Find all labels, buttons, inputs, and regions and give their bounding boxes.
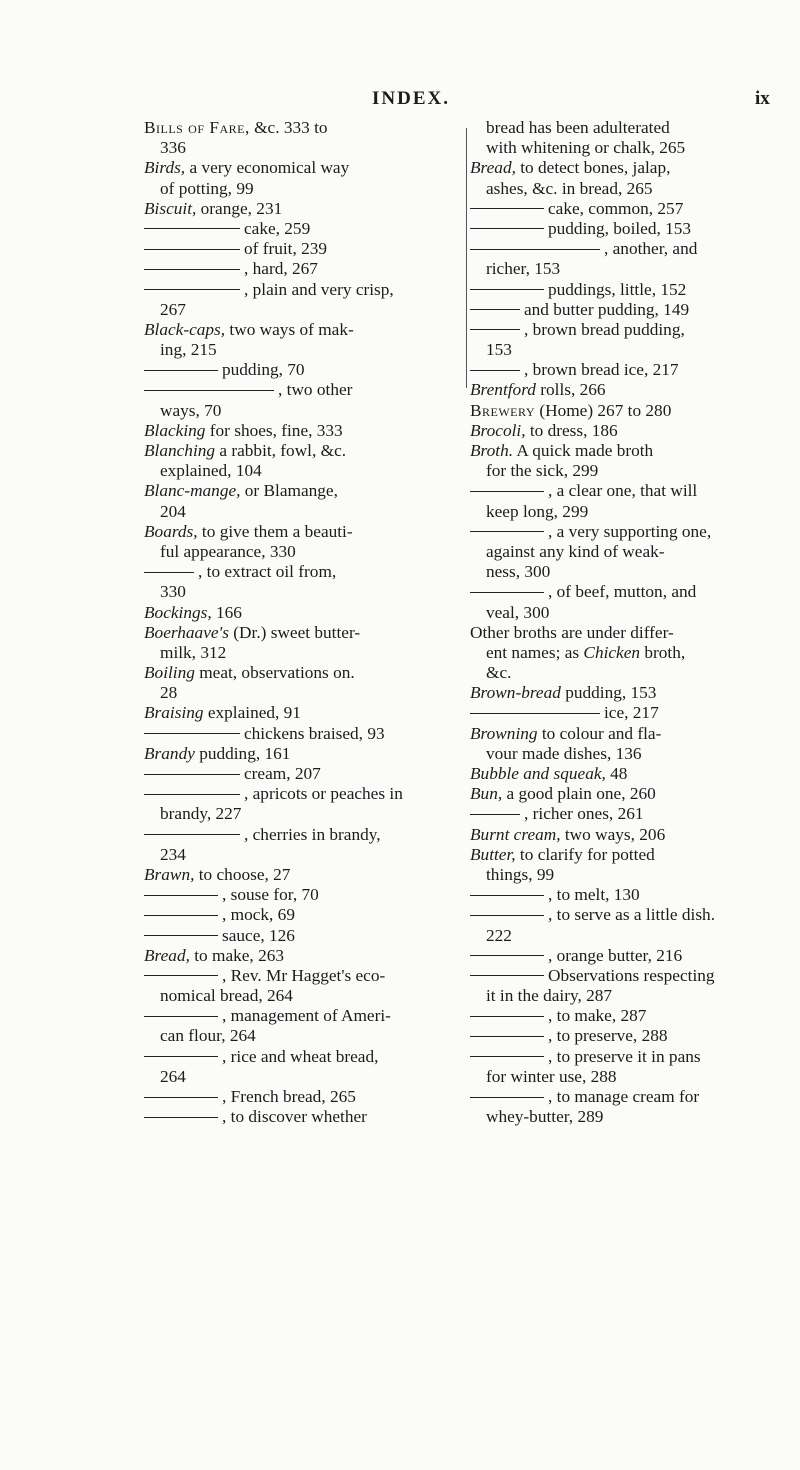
entry-text: two ways of mak-	[225, 319, 354, 339]
index-subentry	[470, 280, 770, 300]
entry-continuation: 153	[486, 340, 512, 360]
index-entry	[144, 320, 462, 340]
ditto-dash	[470, 309, 520, 310]
entry-text: and butter pudding, 149	[524, 299, 690, 319]
entry-continuation: with whitening or chalk, 265	[486, 138, 686, 158]
entry-text: , richer ones, 261	[524, 804, 644, 824]
ditto-dash	[470, 895, 544, 896]
ditto-dash	[144, 935, 218, 936]
entry-continuation: for winter use, 288	[486, 1066, 617, 1086]
entry-continuation: 330	[160, 582, 186, 602]
entry-text: , hard, 267	[244, 259, 318, 279]
ditto-dash	[144, 834, 240, 835]
entry-text: chickens braised, 93	[244, 723, 385, 743]
ditto-dash	[470, 814, 520, 815]
entry-heading: Brentford	[470, 380, 536, 400]
index-column-left	[144, 118, 462, 1127]
entry-text: broth,	[640, 642, 686, 662]
index-subentry	[144, 239, 462, 259]
index-subentry	[470, 199, 770, 219]
ditto-dash	[470, 491, 544, 492]
index-subentry	[470, 582, 770, 602]
index-subentry	[144, 825, 462, 845]
index-entry	[144, 946, 462, 966]
index-subentry	[144, 885, 462, 905]
entry-heading: Bread,	[144, 945, 190, 965]
ditto-dash	[144, 572, 194, 573]
entry-text: to clarify for potted	[515, 844, 655, 864]
entry-text: ent names; as	[486, 642, 584, 662]
index-subentry	[470, 219, 770, 239]
entry-text: 166	[211, 602, 242, 622]
entry-heading: Boerhaave's	[144, 622, 229, 642]
entry-continuation: 222	[486, 925, 512, 945]
entry-continuation: &c.	[486, 663, 512, 683]
index-entry	[144, 199, 462, 219]
running-header	[0, 88, 800, 112]
ditto-dash	[470, 208, 544, 209]
entry-heading: Blacking	[144, 420, 206, 440]
entry-text: puddings, little, 152	[548, 279, 687, 299]
index-entry	[470, 158, 770, 178]
entry-continuation: 267	[160, 299, 186, 319]
ditto-dash	[144, 370, 218, 371]
ditto-dash	[144, 269, 240, 270]
ditto-dash	[144, 390, 274, 391]
ditto-dash	[470, 531, 544, 532]
index-subentry	[144, 764, 462, 784]
ditto-dash	[144, 1097, 218, 1098]
entry-continuation: vour made dishes, 136	[486, 743, 642, 763]
entry-heading: Brown-bread	[470, 683, 561, 703]
index-entry	[144, 744, 462, 764]
ditto-dash	[470, 1097, 544, 1098]
entry-text: , cherries in brandy,	[244, 824, 381, 844]
ditto-dash	[144, 1016, 218, 1017]
entry-continuation: veal, 300	[486, 602, 550, 622]
entry-heading: Bockings,	[144, 602, 212, 622]
entry-text: , to make, 287	[548, 1006, 647, 1026]
index-subentry	[144, 259, 462, 279]
index-subentry	[470, 946, 770, 966]
index-subentry	[470, 1047, 770, 1067]
entry-text: to colour and fla-	[537, 723, 662, 743]
index-subentry	[470, 300, 770, 320]
index-subentry	[470, 239, 770, 259]
entry-text: , mock, 69	[222, 905, 295, 925]
index-subentry	[144, 1047, 462, 1067]
entry-text: pudding, boiled, 153	[548, 218, 692, 238]
index-entry	[144, 421, 462, 441]
entry-text: to make, 263	[189, 945, 284, 965]
entry-text: explained, 91	[203, 703, 301, 723]
entry-text: a rabbit, fowl, &c.	[215, 441, 347, 460]
index-subentry	[144, 360, 462, 380]
index-subentry	[470, 1087, 770, 1107]
entry-continuation: for the sick, 299	[486, 461, 599, 481]
index-subentry	[470, 1006, 770, 1026]
entry-text: , rice and wheat bread,	[222, 1046, 379, 1066]
ditto-dash	[470, 713, 600, 714]
entry-heading: Broth.	[470, 441, 514, 460]
index-entry	[144, 703, 462, 723]
index-entry	[144, 603, 462, 623]
entry-text: , to preserve, 288	[548, 1026, 668, 1046]
entry-text: , two other	[278, 380, 353, 400]
index-subentry	[144, 1107, 462, 1127]
entry-heading: Bread,	[470, 158, 516, 178]
entry-heading: Bubble and squeak,	[470, 764, 606, 783]
ditto-dash	[470, 592, 544, 593]
ditto-dash	[144, 975, 218, 976]
entry-text: two ways, 206	[560, 824, 666, 844]
index-entry	[144, 118, 462, 138]
index-entry	[144, 623, 462, 643]
index-entry	[470, 784, 770, 804]
index-subentry	[470, 966, 770, 986]
entry-text: cake, common, 257	[548, 198, 684, 218]
index-subentry	[470, 481, 770, 501]
index-entry	[144, 481, 462, 501]
page-title: INDEX.	[372, 88, 450, 109]
ditto-dash	[144, 915, 218, 916]
entry-continuation: things, 99	[486, 864, 555, 884]
index-entry	[470, 764, 770, 784]
entry-text: , French bread, 265	[222, 1087, 356, 1106]
entry-text: pudding, 161	[194, 743, 291, 763]
entry-heading: Chicken	[583, 642, 641, 662]
entry-text: , to discover whether	[222, 1107, 367, 1127]
entry-text: , souse for, 70	[222, 885, 319, 905]
entry-text: (Dr.) sweet butter-	[228, 622, 361, 642]
index-subentry	[144, 1006, 462, 1026]
entry-heading: Butter,	[470, 844, 516, 864]
entry-heading: Bills of Fare,	[144, 118, 250, 137]
ditto-dash	[144, 228, 240, 229]
entry-text: A quick made broth	[513, 441, 654, 460]
entry-text: or Blamange,	[240, 481, 338, 501]
ditto-dash	[144, 895, 218, 896]
entry-text: of fruit, 239	[244, 239, 328, 259]
page-number: ix	[755, 88, 770, 109]
entry-continuation: 336	[160, 138, 186, 158]
index-subentry	[470, 522, 770, 542]
index-subentry	[470, 885, 770, 905]
entry-continuation: ashes, &c. in bread, 265	[486, 178, 653, 198]
entry-text: a very economical way	[185, 158, 350, 178]
entry-text: , a very supporting one,	[548, 521, 712, 541]
entry-text: , brown bread ice, 217	[524, 360, 679, 380]
entry-text: , to serve as a little dish.	[548, 905, 716, 925]
ditto-dash	[470, 975, 544, 976]
entry-continuation	[470, 643, 770, 663]
ditto-dash	[470, 1036, 544, 1037]
index-subentry	[470, 1026, 770, 1046]
entry-text: , orange butter, 216	[548, 945, 683, 965]
index-entry	[144, 522, 462, 542]
entry-heading: Birds,	[144, 158, 186, 178]
ditto-dash	[470, 1056, 544, 1057]
ditto-dash	[470, 249, 600, 250]
entry-text: , Rev. Mr Hagget's eco-	[222, 965, 386, 985]
entry-text: (Home) 267 to 280	[535, 400, 672, 420]
index-subentry	[470, 804, 770, 824]
entry-continuation: richer, 153	[486, 259, 561, 279]
index-entry	[470, 724, 770, 744]
ditto-dash	[470, 228, 544, 229]
entry-heading: Brewery	[470, 400, 536, 420]
index-entry	[470, 401, 770, 421]
entry-heading: Blanching	[144, 441, 216, 460]
entry-text: &c. 333 to	[249, 118, 328, 137]
entry-continuation: ways, 70	[160, 400, 222, 420]
entry-heading: Burnt cream,	[470, 824, 561, 844]
index-subentry	[470, 320, 770, 340]
index-subentry	[144, 784, 462, 804]
ditto-dash	[470, 1016, 544, 1017]
index-subentry	[470, 360, 770, 380]
entry-text: cream, 207	[244, 764, 321, 783]
entry-text: meat, observations on.	[194, 663, 355, 683]
index-entry	[470, 380, 770, 400]
index-subentry	[470, 905, 770, 925]
entry-text: 48	[605, 764, 628, 783]
entry-text: , to manage cream for	[548, 1087, 700, 1106]
entry-text: , plain and very crisp,	[244, 279, 394, 299]
entry-text: pudding, 70	[222, 360, 305, 380]
entry-heading: Biscuit,	[144, 198, 197, 218]
entry-text: for shoes, fine, 333	[205, 420, 343, 440]
entry-text: to choose, 27	[194, 864, 291, 884]
index-subentry	[144, 966, 462, 986]
entry-text: rolls, 266	[535, 380, 606, 400]
entry-heading: Brandy	[144, 743, 195, 763]
index-entry	[470, 683, 770, 703]
entry-continuation: against any kind of weak-	[486, 541, 665, 561]
ditto-dash	[144, 774, 240, 775]
entry-text: , apricots or peaches in	[244, 784, 403, 804]
entry-text: , management of Ameri-	[222, 1006, 391, 1026]
index-subentry	[470, 703, 770, 723]
entry-continuation: brandy, 227	[160, 804, 242, 824]
entry-continuation: nomical bread, 264	[160, 986, 293, 1006]
index-entry	[144, 441, 462, 461]
entry-continuation: explained, 104	[160, 461, 262, 481]
entry-continuation: ful appearance, 330	[160, 541, 296, 561]
entry-continuation: ness, 300	[486, 562, 551, 582]
index-note: Other broths are under differ-	[470, 622, 674, 642]
entry-heading: Blanc-mange,	[144, 481, 241, 501]
ditto-dash	[470, 955, 544, 956]
entry-text: to give them a beauti-	[197, 521, 353, 541]
entry-continuation: bread has been adulterated	[486, 118, 670, 137]
ditto-dash	[470, 329, 520, 330]
entry-heading: Browning	[470, 723, 538, 743]
entry-continuation: of potting, 99	[160, 178, 254, 198]
index-subentry	[144, 219, 462, 239]
ditto-dash	[470, 289, 544, 290]
entry-continuation: whey-butter, 289	[486, 1107, 604, 1127]
entry-text: cake, 259	[244, 218, 311, 238]
entry-heading: Bun,	[470, 784, 503, 804]
entry-text: , of beef, mutton, and	[548, 582, 697, 602]
entry-heading: Braising	[144, 703, 204, 723]
index-subentry	[144, 280, 462, 300]
entry-text: orange, 231	[196, 198, 283, 218]
index-entry	[470, 441, 770, 461]
ditto-dash	[470, 915, 544, 916]
entry-continuation: ing, 215	[160, 340, 217, 360]
column-divider	[466, 128, 467, 388]
entry-text: , to extract oil from,	[198, 562, 337, 582]
index-entry	[470, 825, 770, 845]
entry-continuation: it in the dairy, 287	[486, 986, 613, 1006]
ditto-dash	[144, 733, 240, 734]
entry-text: , brown bread pudding,	[524, 319, 685, 339]
entry-text: sauce, 126	[222, 925, 295, 945]
index-subentry	[144, 905, 462, 925]
entry-text: ice, 217	[604, 703, 659, 723]
index-entry	[144, 865, 462, 885]
entry-continuation: milk, 312	[160, 642, 227, 662]
entry-text: , to melt, 130	[548, 885, 640, 905]
ditto-dash	[144, 249, 240, 250]
ditto-dash	[144, 794, 240, 795]
entry-text: a good plain one, 260	[502, 784, 656, 804]
entry-text: Observations respecting	[548, 965, 715, 985]
index-subentry	[144, 562, 462, 582]
ditto-dash	[144, 289, 240, 290]
index-entry	[144, 158, 462, 178]
entry-continuation: 28	[160, 683, 178, 703]
entry-continuation: 234	[160, 844, 186, 864]
ditto-dash	[144, 1117, 218, 1118]
index-subentry	[144, 724, 462, 744]
ditto-dash	[470, 370, 520, 371]
index-entry	[470, 845, 770, 865]
entry-text: , to preserve it in pans	[548, 1046, 701, 1066]
entry-heading: Black-caps,	[144, 319, 226, 339]
entry-continuation: 204	[160, 501, 186, 521]
entry-text: to detect bones, jalap,	[515, 158, 671, 178]
index-entry	[144, 663, 462, 683]
entry-continuation: keep long, 299	[486, 501, 589, 521]
index-entry	[470, 421, 770, 441]
entry-heading: Boiling	[144, 663, 195, 683]
ditto-dash	[144, 1056, 218, 1057]
entry-text: , a clear one, that will	[548, 481, 698, 501]
entry-heading: Brawn,	[144, 864, 195, 884]
index-subentry	[144, 926, 462, 946]
entry-text: , another, and	[604, 239, 698, 259]
index-subentry	[144, 1087, 462, 1107]
entry-continuation: can flour, 264	[160, 1026, 256, 1046]
entry-text: pudding, 153	[560, 683, 657, 703]
entry-heading: Brocoli,	[470, 420, 526, 440]
index-column-right	[470, 118, 770, 1127]
entry-continuation: 264	[160, 1066, 186, 1086]
entry-text: to dress, 186	[525, 420, 618, 440]
entry-heading: Boards,	[144, 521, 198, 541]
index-subentry	[144, 380, 462, 400]
